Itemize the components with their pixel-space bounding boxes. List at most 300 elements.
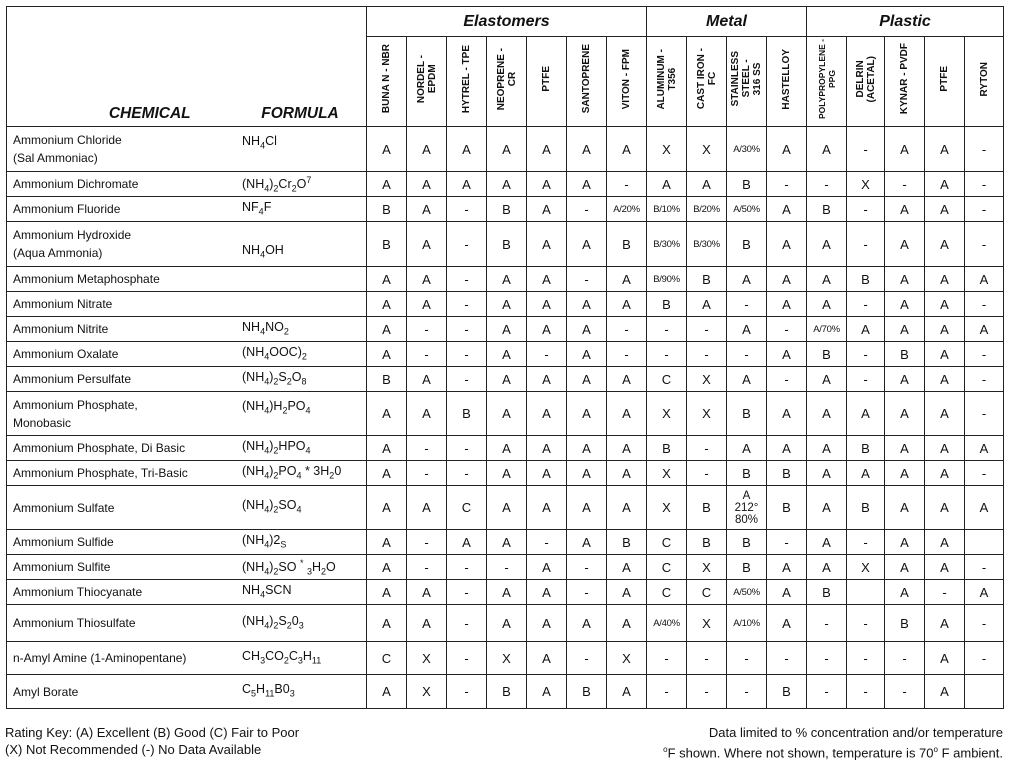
- rating-cell: A: [885, 267, 925, 292]
- rating-cell: A: [925, 367, 965, 392]
- rating-cell: A/30%: [727, 127, 767, 172]
- rating-cell: X: [647, 127, 687, 172]
- rating-cell: A: [487, 605, 527, 642]
- chemical-cell: [7, 461, 367, 486]
- data-note-line-1: Data limited to % concentration and/or temperature: [708, 725, 1003, 740]
- rating-cell: -: [847, 675, 885, 709]
- rating-cell: A: [407, 197, 447, 222]
- rating-cell: B: [607, 530, 647, 555]
- rating-cell: A: [885, 197, 925, 222]
- rating-cell: A: [527, 580, 567, 605]
- rating-cell: A: [767, 342, 807, 367]
- rating-cell: A: [925, 675, 965, 709]
- rating-cell: A: [965, 486, 1004, 530]
- chemical-name: Ammonium Fluoride: [13, 202, 121, 216]
- rating-cell: -: [527, 530, 567, 555]
- table-body: [7, 127, 1004, 709]
- rating-cell: -: [407, 317, 447, 342]
- rating-cell: A: [487, 172, 527, 197]
- rating-cell: -: [847, 367, 885, 392]
- rating-cell: -: [965, 642, 1004, 675]
- chemical-name: Ammonium Persulfate: [13, 372, 132, 386]
- rating-cell: A: [367, 461, 407, 486]
- rating-cell: A/10%: [727, 605, 767, 642]
- rating-cell: A: [407, 605, 447, 642]
- rating-cell: B/30%: [687, 222, 727, 267]
- rating-cell: A: [807, 292, 847, 317]
- rating-cell: A: [367, 530, 407, 555]
- material-header-label: VITON - FPM: [621, 48, 632, 110]
- rating-cell: A: [807, 436, 847, 461]
- rating-cell: -: [407, 436, 447, 461]
- chemical-name: Ammonium Oxalate: [13, 347, 119, 361]
- group-header-row: [7, 7, 1004, 37]
- chemical-name: Ammonium Phosphate, Di Basic: [13, 441, 186, 455]
- rating-cell: A: [607, 605, 647, 642]
- rating-cell: A: [527, 222, 567, 267]
- rating-cell: A: [925, 461, 965, 486]
- material-header-13: [885, 37, 925, 127]
- chemical-name: Ammonium Thiosulfate: [13, 616, 136, 630]
- table-row: [7, 292, 1004, 317]
- rating-cell: -: [885, 642, 925, 675]
- rating-cell: -: [447, 342, 487, 367]
- chemical-cell: [7, 197, 367, 222]
- rating-cell: -: [847, 342, 885, 367]
- rating-cell: A: [925, 436, 965, 461]
- chemical-name: Ammonium Sulfate: [13, 500, 115, 515]
- chemical-formula: [236, 267, 366, 291]
- material-header-label: STAINLESS STEEL - 316 SS: [730, 51, 763, 107]
- rating-cell: A: [367, 317, 407, 342]
- chemical-name: Ammonium Sulfide: [13, 535, 114, 549]
- rating-cell: B/90%: [647, 267, 687, 292]
- rating-cell: A: [527, 267, 567, 292]
- rating-cell: A: [807, 267, 847, 292]
- rating-cell: -: [847, 605, 885, 642]
- rating-cell: [965, 675, 1004, 709]
- rating-cell: B: [367, 197, 407, 222]
- rating-key-line-1: Rating Key: (A) Excellent (B) Good (C) Fair to Poor: [5, 725, 300, 740]
- rating-cell: A: [367, 580, 407, 605]
- rating-cell: A: [925, 605, 965, 642]
- rating-cell: -: [925, 580, 965, 605]
- rating-cell: -: [567, 555, 607, 580]
- rating-cell: A: [807, 127, 847, 172]
- table-row: [7, 317, 1004, 342]
- rating-cell: A: [567, 172, 607, 197]
- rating-cell: -: [885, 675, 925, 709]
- chemical-cell: [7, 292, 367, 317]
- rating-cell: X: [407, 675, 447, 709]
- rating-cell: A: [687, 172, 727, 197]
- rating-cell: A: [925, 642, 965, 675]
- rating-cell: A: [885, 555, 925, 580]
- rating-cell: X: [607, 642, 647, 675]
- rating-cell: A: [447, 172, 487, 197]
- rating-cell: X: [687, 605, 727, 642]
- rating-cell: A: [807, 555, 847, 580]
- rating-cell: A: [767, 436, 807, 461]
- material-header-0: [367, 37, 407, 127]
- rating-cell: C: [647, 555, 687, 580]
- rating-cell: -: [727, 292, 767, 317]
- rating-cell: A: [567, 292, 607, 317]
- material-header-label: NEOPRENE - CR: [495, 47, 518, 111]
- material-header-10: [767, 37, 807, 127]
- rating-cell: X: [847, 172, 885, 197]
- rating-cell: -: [727, 675, 767, 709]
- chemical-formula: $(NH_4)_2SO$ * $_3H_2O$: [242, 557, 336, 577]
- rating-cell: -: [767, 530, 807, 555]
- rating-cell: A: [607, 486, 647, 530]
- group-header-elastomers: Elastomers: [367, 7, 647, 37]
- rating-cell: A: [367, 436, 407, 461]
- group-header-metal: Metal: [647, 7, 807, 37]
- rating-cell: A: [527, 392, 567, 436]
- rating-cell: A: [367, 555, 407, 580]
- rating-cell: -: [447, 292, 487, 317]
- rating-cell: -: [647, 342, 687, 367]
- rating-cell: B: [885, 342, 925, 367]
- table-row: [7, 486, 1004, 530]
- material-header-3: [487, 37, 527, 127]
- formula-column-header: FORMULA: [261, 105, 339, 122]
- rating-cell: X: [407, 642, 447, 675]
- chemical-name: Ammonium Thiocyanate: [13, 585, 143, 599]
- rating-cell: A: [807, 222, 847, 267]
- material-header-label: ALUMINUM - T356: [655, 48, 678, 110]
- rating-cell: A: [567, 530, 607, 555]
- rating-cell: A: [925, 342, 965, 367]
- material-header-8: [687, 37, 727, 127]
- rating-cell: A: [567, 436, 607, 461]
- header-corner: [7, 7, 367, 127]
- chemical-cell: [7, 580, 367, 605]
- chemical-name: Ammonium Phosphate, Monobasic: [13, 397, 138, 430]
- rating-cell: -: [447, 605, 487, 642]
- rating-cell: -: [965, 172, 1004, 197]
- rating-cell: B: [647, 436, 687, 461]
- rating-cell: A: [885, 392, 925, 436]
- rating-cell: A: [407, 486, 447, 530]
- chemical-name: Ammonium Nitrite: [13, 322, 109, 336]
- chemical-name: Amyl Borate: [13, 684, 79, 699]
- rating-cell: -: [767, 172, 807, 197]
- rating-cell: [847, 580, 885, 605]
- rating-cell: -: [965, 342, 1004, 367]
- rating-cell: A/50%: [727, 580, 767, 605]
- rating-cell: A: [367, 675, 407, 709]
- rating-cell: A: [925, 486, 965, 530]
- rating-cell: -: [407, 461, 447, 486]
- rating-cell: -: [607, 342, 647, 367]
- rating-cell: A: [607, 267, 647, 292]
- rating-cell: A: [607, 392, 647, 436]
- rating-cell: A: [885, 580, 925, 605]
- rating-cell: -: [965, 222, 1004, 267]
- rating-cell: A: [487, 436, 527, 461]
- rating-cell: A: [767, 197, 807, 222]
- rating-cell: B: [727, 222, 767, 267]
- chemical-cell: [7, 392, 367, 436]
- rating-cell: -: [687, 317, 727, 342]
- rating-cell: A: [925, 392, 965, 436]
- material-header-12: [847, 37, 885, 127]
- chemical-formula: $(NH_4)2_S$: [242, 532, 287, 550]
- rating-cell: A: [367, 292, 407, 317]
- chemical-formula: $NH_4Cl$: [242, 134, 277, 151]
- rating-cell: -: [447, 555, 487, 580]
- rating-cell: A: [527, 605, 567, 642]
- rating-cell: -: [965, 392, 1004, 436]
- rating-cell: A: [567, 222, 607, 267]
- rating-cell: -: [847, 197, 885, 222]
- chemical-cell: [7, 486, 367, 530]
- rating-cell: B: [727, 555, 767, 580]
- rating-cell: B: [847, 436, 885, 461]
- rating-cell: A: [727, 317, 767, 342]
- data-note-line-2: $^o$F shown. Where not shown, temperature is 70$^o$ F ambient.: [663, 745, 1003, 761]
- chemical-name: Ammonium Dichromate: [13, 177, 139, 191]
- table-row: [7, 461, 1004, 486]
- rating-cell: B: [767, 675, 807, 709]
- chemical-cell: [7, 555, 367, 580]
- material-header-11: [807, 37, 847, 127]
- rating-cell: X: [487, 642, 527, 675]
- rating-cell: -: [767, 367, 807, 392]
- rating-cell: -: [447, 436, 487, 461]
- rating-cell: A: [925, 555, 965, 580]
- material-header-label: POLYPROPYLENE - PPG: [816, 39, 837, 119]
- rating-cell: A: [487, 127, 527, 172]
- table-row: [7, 530, 1004, 555]
- rating-cell: X: [647, 392, 687, 436]
- material-header-label: HASTELLOY: [781, 48, 792, 110]
- rating-cell: A: [407, 292, 447, 317]
- rating-cell: A: [965, 317, 1004, 342]
- rating-cell: A: [607, 580, 647, 605]
- table-row: [7, 367, 1004, 392]
- rating-cell: B: [687, 530, 727, 555]
- rating-cell: B: [567, 675, 607, 709]
- rating-cell: A: [527, 486, 567, 530]
- rating-cell: -: [965, 292, 1004, 317]
- chemical-name: Ammonium Phosphate, Tri-Basic: [13, 466, 188, 480]
- chemical-formula: $(NH_4)_2S_2O_8$: [242, 369, 307, 387]
- rating-cell: A: [567, 342, 607, 367]
- chemical-cell: [7, 317, 367, 342]
- table-row: [7, 555, 1004, 580]
- rating-cell: A: [767, 292, 807, 317]
- rating-cell: C: [367, 642, 407, 675]
- rating-cell: B: [767, 461, 807, 486]
- rating-cell: A: [885, 222, 925, 267]
- rating-cell: A: [407, 267, 447, 292]
- chemical-formula: $C_5H_{11}B0_3$: [242, 682, 295, 699]
- chemical-formula: $(NH_4)_2HPO_4$: [242, 438, 311, 456]
- rating-cell: -: [447, 580, 487, 605]
- rating-cell: A: [885, 292, 925, 317]
- rating-cell: -: [767, 642, 807, 675]
- chemical-formula: [236, 292, 366, 316]
- rating-cell: C: [647, 580, 687, 605]
- rating-cell: A: [885, 436, 925, 461]
- rating-cell: A: [367, 342, 407, 367]
- rating-cell: B: [487, 222, 527, 267]
- rating-cell: A: [487, 530, 527, 555]
- chemical-cell: [7, 342, 367, 367]
- material-header-label: PTFE: [541, 66, 552, 92]
- chemical-formula: $(NH_4OOC)_2$: [242, 344, 307, 362]
- rating-cell: -: [807, 605, 847, 642]
- rating-cell: -: [807, 642, 847, 675]
- rating-cell: -: [687, 436, 727, 461]
- table-row: [7, 642, 1004, 675]
- rating-cell: -: [847, 642, 885, 675]
- rating-cell: X: [687, 392, 727, 436]
- rating-cell: B/10%: [647, 197, 687, 222]
- rating-cell: A: [527, 172, 567, 197]
- rating-cell: A: [407, 580, 447, 605]
- rating-cell: -: [647, 317, 687, 342]
- rating-cell: A: [567, 367, 607, 392]
- rating-cell: -: [727, 342, 767, 367]
- rating-cell: A: [607, 555, 647, 580]
- rating-cell: B/20%: [687, 197, 727, 222]
- chemical-cell: [7, 642, 367, 675]
- rating-cell: A: [487, 580, 527, 605]
- rating-cell: -: [847, 530, 885, 555]
- chemical-formula: $NH_4NO_2$: [242, 319, 289, 337]
- rating-cell: A: [567, 461, 607, 486]
- chemical-formula: $(NH_4)_2SO_4$: [242, 498, 302, 515]
- rating-cell: A: [925, 267, 965, 292]
- table-row: [7, 605, 1004, 642]
- chemical-cell: [7, 172, 367, 197]
- rating-cell: -: [965, 461, 1004, 486]
- rating-cell: A/20%: [607, 197, 647, 222]
- rating-cell: A: [647, 172, 687, 197]
- rating-cell: -: [407, 530, 447, 555]
- rating-cell: -: [687, 342, 727, 367]
- rating-cell: B: [847, 267, 885, 292]
- rating-cell: -: [407, 342, 447, 367]
- table-row: [7, 580, 1004, 605]
- rating-cell: B: [487, 675, 527, 709]
- rating-cell: A: [767, 222, 807, 267]
- rating-cell: A: [527, 292, 567, 317]
- rating-cell: A: [925, 222, 965, 267]
- rating-cell: A: [885, 367, 925, 392]
- rating-cell: B: [447, 392, 487, 436]
- rating-cell: -: [847, 222, 885, 267]
- material-header-6: [607, 37, 647, 127]
- rating-cell: A: [807, 530, 847, 555]
- rating-cell: X: [687, 555, 727, 580]
- rating-cell: B: [807, 342, 847, 367]
- rating-cell: A: [527, 127, 567, 172]
- chemical-formula: $(NH_4)_2Cr_2O^7$: [242, 174, 312, 194]
- rating-cell: A: [885, 127, 925, 172]
- rating-cell: A: [527, 436, 567, 461]
- rating-cell: A: [925, 197, 965, 222]
- rating-cell: A: [847, 392, 885, 436]
- rating-cell: C: [647, 530, 687, 555]
- rating-cell: X: [687, 367, 727, 392]
- chemical-formula: $(NH_4)_2PO_4 * 3H_20$: [242, 463, 342, 481]
- rating-cell: B: [687, 267, 727, 292]
- rating-cell: A: [487, 317, 527, 342]
- chemical-formula: $(NH_4)_2S_20_3$: [242, 613, 304, 631]
- material-header-14: [925, 37, 965, 127]
- rating-key-line-2: (X) Not Recommended (-) No Data Available: [5, 742, 262, 757]
- rating-cell: A: [487, 461, 527, 486]
- rating-cell: A: [727, 367, 767, 392]
- material-header-label: HYTREL - TPE: [461, 44, 472, 114]
- rating-cell: A: [807, 367, 847, 392]
- rating-cell: B: [727, 172, 767, 197]
- material-header-label: CAST IRON - FC: [695, 48, 718, 110]
- table-row: [7, 342, 1004, 367]
- chemical-cell: [7, 127, 367, 172]
- rating-key: [5, 724, 299, 758]
- rating-cell: X: [647, 486, 687, 530]
- material-header-label: BUNA N - NBR: [381, 44, 392, 114]
- rating-cell: A: [567, 127, 607, 172]
- rating-cell: B: [367, 367, 407, 392]
- rating-cell: A: [367, 392, 407, 436]
- chemical-cell: [7, 367, 367, 392]
- chemical-name: n-Amyl Amine (1-Aminopentane): [13, 651, 187, 665]
- chemical-formula: $NF_4F$: [242, 199, 272, 217]
- rating-cell: A: [885, 486, 925, 530]
- rating-cell: -: [965, 555, 1004, 580]
- rating-cell: B: [727, 461, 767, 486]
- table-row: [7, 267, 1004, 292]
- rating-cell: A: [767, 267, 807, 292]
- rating-cell: B: [687, 486, 727, 530]
- rating-cell: -: [647, 675, 687, 709]
- rating-cell: A: [607, 461, 647, 486]
- rating-cell: -: [447, 461, 487, 486]
- rating-cell: A: [487, 392, 527, 436]
- rating-cell: A: [607, 292, 647, 317]
- rating-cell: A: [567, 486, 607, 530]
- table-row: [7, 436, 1004, 461]
- rating-cell: -: [847, 127, 885, 172]
- chemical-name: Ammonium Sulfite: [13, 560, 111, 574]
- rating-cell: A: [767, 392, 807, 436]
- rating-cell: -: [647, 642, 687, 675]
- rating-cell: A: [807, 461, 847, 486]
- rating-cell: -: [567, 197, 607, 222]
- table-row: [7, 172, 1004, 197]
- rating-cell: X: [647, 461, 687, 486]
- rating-cell: A: [527, 461, 567, 486]
- material-header-7: [647, 37, 687, 127]
- rating-cell: A: [607, 127, 647, 172]
- rating-cell: -: [965, 367, 1004, 392]
- rating-cell: -: [567, 642, 607, 675]
- rating-cell: A: [487, 367, 527, 392]
- rating-cell: -: [885, 172, 925, 197]
- chemical-cell: [7, 675, 367, 709]
- rating-cell: -: [807, 675, 847, 709]
- rating-cell: A: [607, 675, 647, 709]
- rating-cell: -: [447, 222, 487, 267]
- rating-cell: [965, 530, 1004, 555]
